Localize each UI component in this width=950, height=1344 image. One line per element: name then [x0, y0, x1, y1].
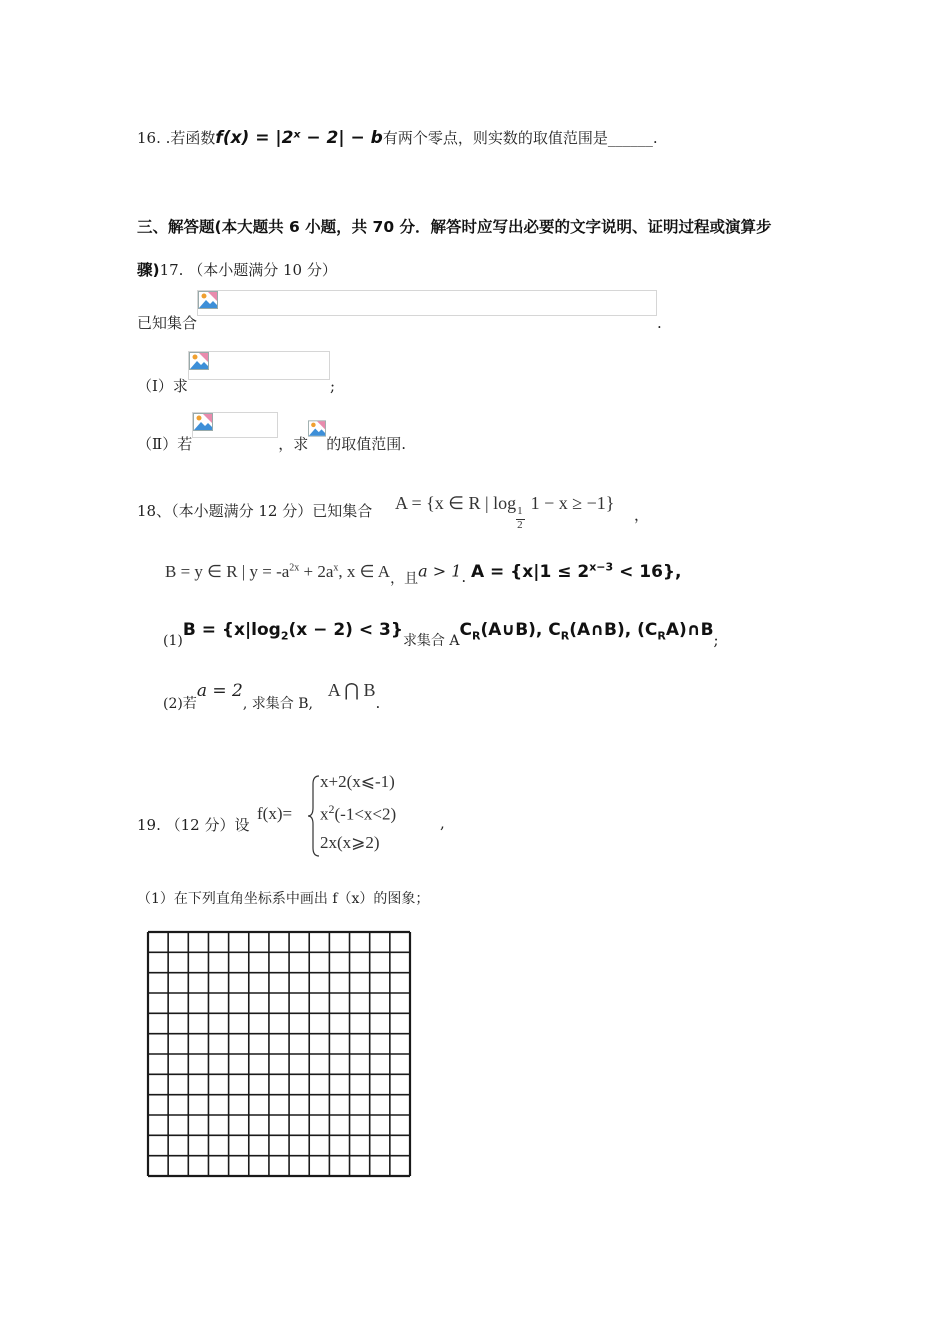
- q17-header: 17. （本小题满分 10 分）: [159, 261, 337, 279]
- coordinate-grid: [140, 926, 415, 1181]
- q18-setB2-formula: $B = \{x|\log_2(x - 2) < 3\}$: [182, 620, 403, 643]
- q18-setA-end: ，: [634, 506, 650, 524]
- q17-part1-label: （Ⅰ）求: [137, 377, 188, 395]
- q18-setA-formula: A = {x ∈ R | log 1 2 1 − x ≥ −1}: [395, 493, 615, 531]
- q17-part1-end: ;: [329, 377, 335, 395]
- q18-setA2-formula: $A = \{x|1 \le 2^{x-3} < 16\}$,: [470, 560, 682, 582]
- q18-a-cap-b: A ⋂ B: [327, 680, 376, 700]
- q18-a-condition: a > 1: [418, 561, 462, 581]
- q18-a-equals: a = 2: [196, 681, 243, 701]
- q18-part1-text: 求集合 A: [402, 633, 460, 649]
- broken-image-icon: [193, 413, 213, 431]
- q18-part2-text: , 求集合 B,: [242, 696, 313, 712]
- q18-setB-formula: B = y ∈ R | $y = -a^{2x} + 2a^x$, x ∈ A: [165, 561, 391, 581]
- q16-formula: f(x) = |2ˣ − 2| − b: [215, 128, 383, 148]
- q19-brace: [307, 774, 321, 858]
- q17-part2-mid: ，求: [278, 435, 309, 453]
- broken-image-icon: [189, 352, 209, 370]
- q17-part1-line: [137, 351, 335, 395]
- q19-fx: f(x)=: [257, 804, 293, 823]
- q16-prefix: .若函数: [165, 129, 216, 147]
- q17-part2-image: [192, 412, 278, 438]
- q18-part2-label: (2)若: [163, 696, 197, 712]
- q19-case2: $x^2(-1<x<2)$: [320, 802, 397, 824]
- q18-part1-label: (1): [163, 633, 183, 649]
- q18-and: ，且: [390, 570, 419, 587]
- q17-given-end: .: [657, 314, 662, 332]
- section3-heading-line2: [137, 258, 337, 280]
- q18-setB-line: [165, 560, 682, 587]
- section3-heading-tail: 骤): [137, 261, 160, 279]
- q18-part2-end: .: [375, 694, 381, 712]
- q18-header: 18、（本小题满分 12 分）已知集合: [137, 502, 373, 520]
- broken-image-icon: [308, 420, 326, 437]
- q17-set-image: [197, 290, 657, 316]
- q19-part1: （1）在下列直角坐标系中画出 f（x）的图象；: [137, 891, 430, 907]
- q17-part2-line: [137, 412, 406, 453]
- q18-dot: .: [461, 567, 467, 586]
- q19-case1: x+2(x⩽-1): [320, 772, 395, 791]
- q19-case3: 2x(x⩾2): [320, 833, 380, 852]
- q19-header-end: ,: [440, 814, 445, 832]
- q17-part1-image: [188, 351, 330, 380]
- q17-given-line: [137, 290, 662, 332]
- section3-heading-line1: 三、解答题(本大题共 6 小题，共 70 分．解答时应写出必要的文字说明、证明过程或演算步: [137, 218, 772, 236]
- q16-suffix: 有两个零点，则实数的取值范围是______.: [382, 129, 658, 147]
- q16-line: [137, 127, 658, 148]
- q17-part2-label: （Ⅱ）若: [137, 435, 193, 453]
- q18-part1-end: ;: [713, 631, 719, 649]
- q18-part1-line: [163, 620, 719, 649]
- q19-header: 19. （12 分）设: [137, 816, 250, 834]
- q17-part2-end: 的取值范围.: [326, 435, 406, 453]
- q16-number: 16.: [137, 129, 161, 147]
- q17-part2-var-image: [308, 420, 326, 438]
- q17-given-label: 已知集合: [137, 314, 198, 332]
- broken-image-icon: [198, 291, 218, 309]
- q18-complements: $C_R(A\cup B)$, $C_R(A\cap B)$, $(C_RA)\cap B$: [459, 620, 714, 643]
- q18-part2-line: [163, 680, 381, 712]
